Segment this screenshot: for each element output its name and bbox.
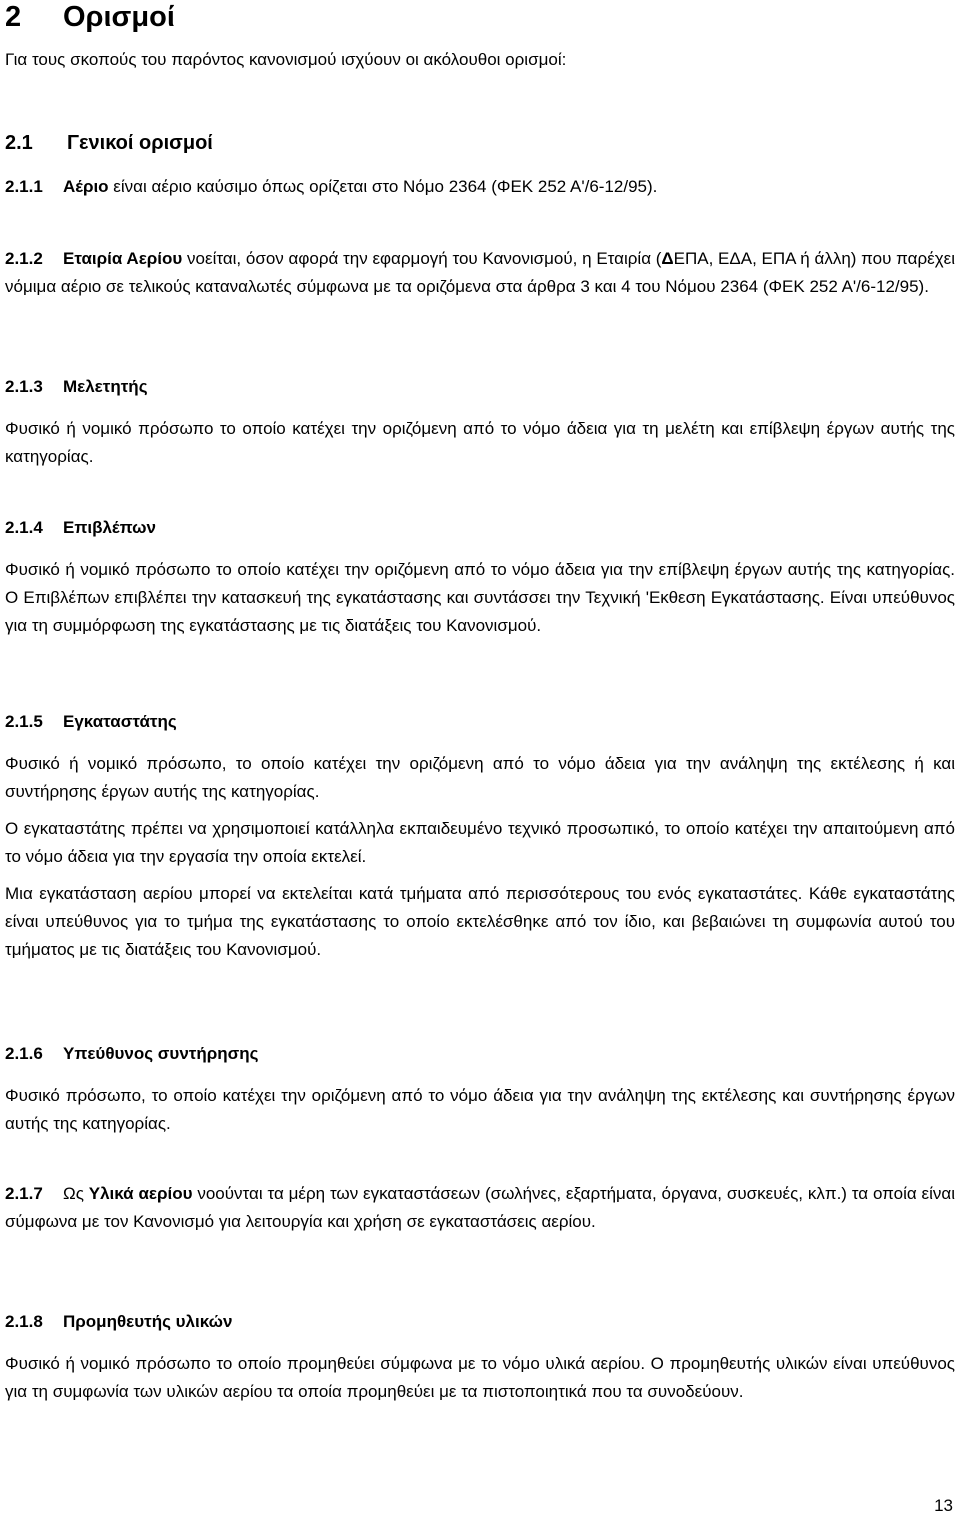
term-etairia-aeriou: Εταιρία Αερίου bbox=[63, 249, 183, 268]
definition-2-1-7-text: 2.1.7 Ως Υλικά αερίου νοούνται τα μέρη των εγκαταστάσεων (σωλήνες, εξαρτήματα, όργανα, συσκευές, κλπ.) τα οποία είναι σύμφωνα με τον Κανονισμό για λειτουργία και χρήση σε εγκαταστάσεις αερίου. bbox=[5, 1184, 955, 1231]
definition-2-1-6-text: Φυσικό πρόσωπο, το οποίο κατέχει την οριζόμενη από το νόμο άδεια για την ανάληψη της εκτέλεσης και συντήρησης έργων αυτής της κατηγορίας. bbox=[5, 1086, 955, 1133]
definition-2-1-8 bbox=[5, 1308, 955, 1406]
definition-2-1-5-paragraph-2: Ο εγκαταστάτης πρέπει να χρησιμοποιεί κατάλληλα εκπαιδευμένο τεχνικό προσωπικό, το οποίο κατέχει την απαιτούμενη από το νόμο άδεια για την εργασία την οποία εκτελεί. bbox=[5, 819, 955, 866]
definition-2-1-5 bbox=[5, 708, 955, 964]
definition-2-1-6-heading: 2.1.6 Υπεύθυνος συντήρησης bbox=[5, 1044, 259, 1063]
term-ylika-aeriou: Υλικά αερίου bbox=[88, 1184, 193, 1203]
definition-2-1-4-heading: 2.1.4 Επιβλέπων bbox=[5, 518, 156, 537]
definition-2-1-8-text: Φυσικό ή νομικό πρόσωπο το οποίο προμηθεύει σύμφωνα με το νόμο υλικά αερίου. Ο προμηθευτής υλικών είναι υπεύθυνος για τη συμφωνία των υλικών αερίου τα οποία προμηθεύει με τα πιστοποιητικά που τα συνοδεύουν. bbox=[5, 1354, 955, 1401]
definition-2-1-4 bbox=[5, 514, 955, 640]
section-title: Γενικοί ορισμοί bbox=[67, 132, 213, 154]
definition-2-1-1-text: 2.1.1 Αέριο είναι αέριο καύσιμο όπως ορίζεται στο Νόμο 2364 (ΦΕΚ 252 Α'/6-12/95). bbox=[5, 177, 658, 196]
definition-2-1-2-text: 2.1.2 Εταιρία Αερίου νοείται, όσον αφορά την εφαρμογή του Κανονισμού, η Εταιρία (ΔΕΠΑ, ΕΔΑ, ΕΠΑ ή άλλη) που παρέχει νόμιμα αέριο σε τελικούς καταναλωτές σύμφωνα με τα οριζόμενα στα άρθρα 3 και 4 του Νόμου 2364 (ΦΕΚ 252 Α'/6-12/95). bbox=[5, 249, 955, 296]
definition-2-1-8-heading: 2.1.8 Προμηθευτής υλικών bbox=[5, 1312, 233, 1331]
chapter-heading bbox=[5, 0, 175, 34]
term-aerio: Αέριο bbox=[63, 177, 109, 196]
definition-2-1-3 bbox=[5, 373, 955, 471]
intro-text: Για τους σκοπούς του παρόντος κανονισμού ισχύουν οι ακόλουθοι ορισμοί: bbox=[5, 50, 567, 69]
section-number: 2.1 bbox=[5, 132, 33, 154]
definition-2-1-1 bbox=[5, 173, 955, 201]
chapter-number: 2 bbox=[5, 1, 22, 33]
definition-2-1-4-text: Φυσικό ή νομικό πρόσωπο το οποίο κατέχει την οριζόμενη από το νόμο άδεια για την επίβλεψη έργων αυτής της κατηγορίας. Ο Επιβλέπων επιβλέπει την κατασκευή της εγκατάστασης και συντάσσει την Τεχνική 'Εκθεση Εγκατάστασης. Είναι υπεύθυνος για τη συμμόρφωση της εγκατάστασης με τις διατάξεις του Κανονισμού. bbox=[5, 560, 955, 635]
definition-2-1-3-heading: 2.1.3 Μελετητής bbox=[5, 377, 148, 396]
section-heading bbox=[5, 130, 213, 156]
definition-2-1-3-text: Φυσικό ή νομικό πρόσωπο το οποίο κατέχει την οριζόμενη από το νόμο άδεια για τη μελέτη και επίβλεψη έργων αυτής της κατηγορίας. bbox=[5, 419, 955, 466]
definition-2-1-7 bbox=[5, 1180, 955, 1236]
chapter-title: Ορισμοί bbox=[63, 1, 175, 33]
definition-2-1-5-heading: 2.1.5 Εγκαταστάτης bbox=[5, 712, 177, 731]
page-number: 13 bbox=[934, 1496, 953, 1515]
definition-2-1-5-paragraph-1: Φυσικό ή νομικό πρόσωπο, το οποίο κατέχει την οριζόμενη από το νόμο άδεια για την ανάληψη της εκτέλεσης ή και συντήρησης έργων αυτής της κατηγορίας. bbox=[5, 754, 955, 801]
definition-2-1-6 bbox=[5, 1040, 955, 1138]
definition-2-1-5-paragraph-3: Μια εγκατάσταση αερίου μπορεί να εκτελείται κατά τμήματα από περισσότερους του ενός εγκαταστάτες. Κάθε εγκαταστάτης είναι υπεύθυνος για το τμήμα της εγκατάστασης το οποίο εκτελέσθηκε από τον ίδιο, και βεβαιώνει τη συμφωνία αυτού του τμήματος με τις διατάξεις του Κανονισμού. bbox=[5, 884, 955, 959]
definition-2-1-2 bbox=[5, 245, 955, 301]
